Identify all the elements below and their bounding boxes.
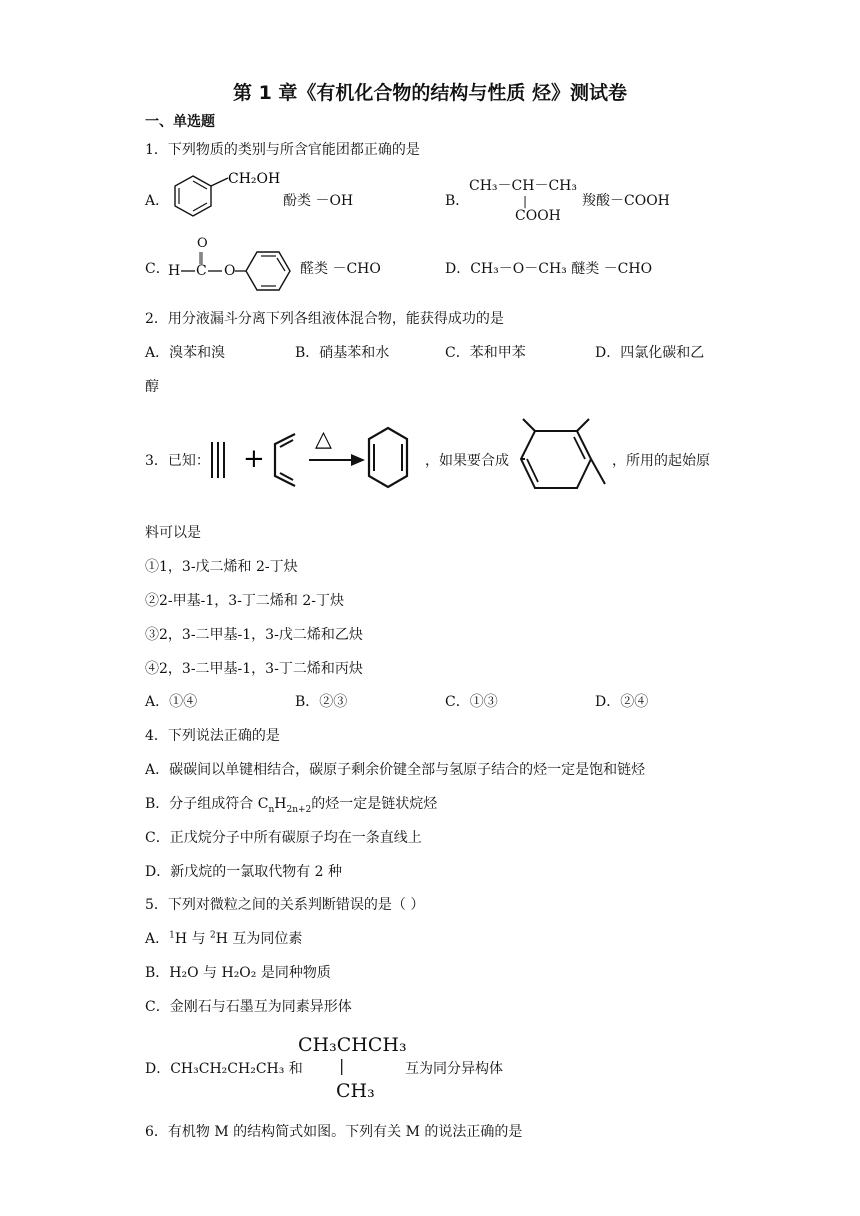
q5-option-d-pre: D．CH₃CH₂CH₂CH₃ 和 [145, 1061, 303, 1077]
q2-option-d-wrap: 醇 [145, 379, 159, 395]
q1-option-a-text: 酚类 －OH [283, 193, 354, 209]
phenyl-formate-structure [176, 240, 301, 298]
q1-option-b-label: B． [445, 193, 470, 209]
isobutane-top: CH₃CHCH₃ [298, 1034, 407, 1056]
q3-option-b: B．②③ [295, 694, 348, 710]
q1-b-struct-top: CH₃－CH－CH₃ [469, 178, 577, 194]
q3-option-a: A．①④ [145, 694, 198, 710]
q1-option-c-label: C． [145, 261, 170, 277]
q1-option-d: D．CH₃－O－CH₃ 醚类 －CHO [445, 261, 653, 277]
q3-option-c: C．①③ [445, 694, 498, 710]
q2-stem: 2．用分液漏斗分离下列各组液体混合物，能获得成功的是 [145, 311, 504, 327]
q3-choice-3: ③2，3-二甲基-1，3-戊二烯和乙炔 [145, 627, 363, 643]
q4-option-b: B．分子组成符合 $C_nH_{2n+2}$的烃一定是链状烷烃 [145, 796, 438, 815]
q5-option-b: B．H₂O 与 H₂O₂ 是同种物质 [145, 965, 331, 981]
benzyl-alcohol-structure [168, 168, 283, 228]
q5-option-a: A．$^1$H 与 $^2$H 互为同位素 [145, 930, 303, 947]
q1-c-h: H [168, 263, 181, 279]
q5-option-d-post: 互为同分异构体 [405, 1061, 503, 1077]
q4-option-d: D．新戊烷的一氯取代物有 2 种 [145, 864, 343, 880]
q4-stem: 4．下列说法正确的是 [145, 728, 280, 744]
q1-a-group-label: CH₂OH [228, 171, 281, 187]
isobutane-bottom: CH₃ [336, 1080, 375, 1102]
q4-option-c: C．正戊烷分子中所有碳原子均在一条直线上 [145, 830, 422, 846]
q3-choice-2: ②2-甲基-1，3-丁二烯和 2-丁炔 [145, 593, 345, 609]
q3-choice-1: ①1，3-戊二烯和 2-丁炔 [145, 559, 298, 575]
q2-option-b: B．硝基苯和水 [295, 345, 390, 361]
q3-option-d: D．②④ [595, 694, 649, 710]
q1-b-struct-bottom: COOH [515, 208, 561, 224]
q1-b-struct-bar: | [523, 194, 528, 208]
isobutane-bar: | [339, 1056, 345, 1075]
q3-middle: ，如果要合成 [425, 453, 509, 469]
q2-option-a: A．溴苯和溴 [145, 345, 226, 361]
q4-option-a: A．碳碳间以单键相结合，碳原子剩余价键全部与氢原子结合的烃一定是饱和链烃 [145, 762, 646, 778]
q3-wrap: 料可以是 [145, 525, 201, 541]
plus-sign: + [243, 444, 265, 474]
q1-option-a-label: A． [145, 193, 170, 209]
q3-choice-4: ④2，3-二甲基-1，3-丁二烯和丙炔 [145, 661, 363, 677]
q1-c-carbonyl-o: O [197, 236, 208, 251]
q3-suffix: ，所用的起始原 [612, 453, 710, 469]
q2-option-d: D．四氯化碳和乙 [595, 345, 705, 361]
q2-option-c: C．苯和甲苯 [445, 345, 526, 361]
q3-prefix: 3．已知： [145, 453, 210, 469]
q1-option-b-text: 羧酸－COOH [582, 193, 670, 209]
q1-option-c-text: 醛类 －CHO [300, 261, 381, 277]
q1-c-carbon: C [196, 263, 207, 279]
q1-c-ester-o: O [224, 263, 236, 279]
heat-triangle-icon: △ [315, 427, 332, 452]
page-title: 第 1 章《有机化合物的结构与性质 烃》测试卷 [232, 82, 628, 104]
q5-stem: 5．下列对微粒之间的关系判断错误的是（ ） [145, 897, 425, 913]
q1-stem: 1．下列物质的类别与所含官能团都正确的是 [145, 142, 420, 158]
tetramethyl-cyclohexadiene-structure [505, 414, 610, 504]
q5-option-c: C．金刚石与石墨互为同素异形体 [145, 999, 352, 1015]
q1-c-double-bond: ‖ [198, 250, 204, 264]
q6-stem: 6．有机物 M 的结构简式如图。下列有关 M 的说法正确的是 [145, 1124, 523, 1140]
diels-alder-reaction-scheme [205, 420, 435, 500]
section-heading: 一、单选题 [145, 114, 215, 130]
